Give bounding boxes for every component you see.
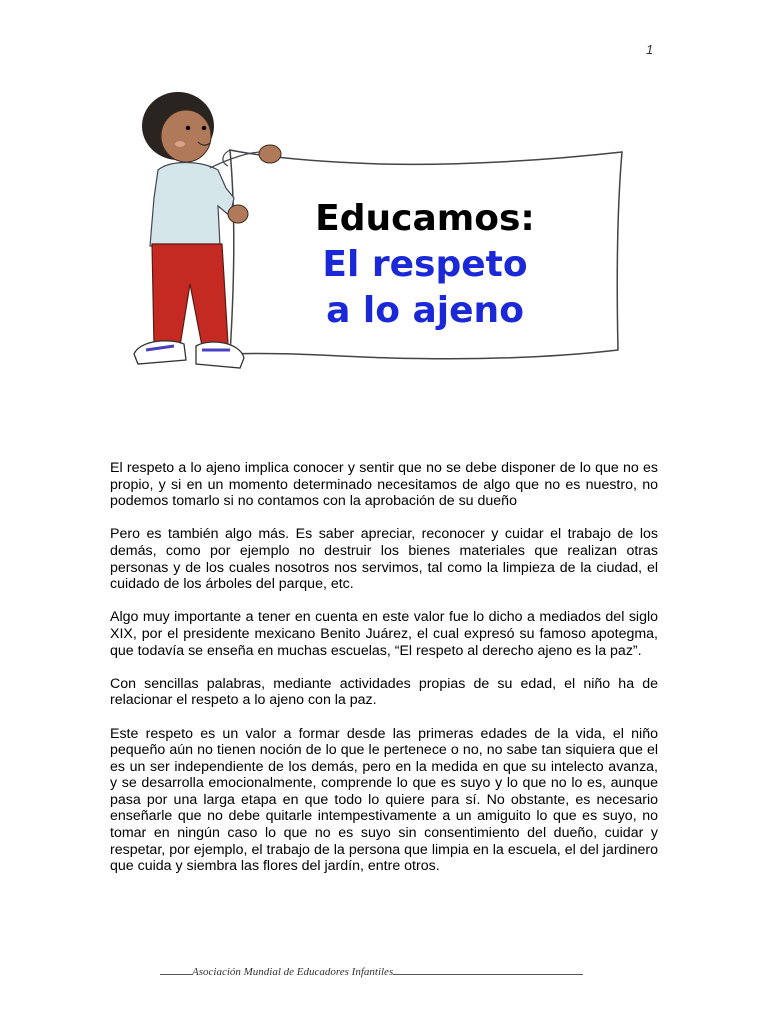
footer-text: Asociación Mundial de Educadores Infantiles (192, 966, 394, 978)
paragraph: Con sencillas palabras, mediante actividades propias de su edad, el niño ha de relacionar el respeto a lo ajeno con la paz. (110, 675, 658, 709)
banner-title (290, 196, 560, 334)
paragraph: Pero es también algo más. Es saber apreciar, reconocer y cuidar el trabajo de los demás, como por ejemplo no destruir los bienes materiales que realizan otras personas y de los cuales nosotros nos servimos, tal como la limpieza de la ciudad, el cuidado de los árboles del parque, etc. (110, 526, 658, 593)
banner-title-line-2: El respeto (322, 244, 528, 285)
banner-title-line-3: a lo ajeno (326, 290, 524, 331)
body-text (110, 460, 658, 891)
paragraph: Algo muy importante a tener en cuenta en este valor fue lo dicho a mediados del siglo XIX, por el presidente mexicano Benito Juárez, el cual expresó su famoso apotegma, que todavía se enseña en muchas escuelas, “El respeto al derecho ajeno es la paz”. (110, 609, 658, 659)
paragraph: El respeto a lo ajeno implica conocer y sentir que no se debe disponer de lo que no es propio, y si en un momento determinado necesitamos de algo que no es nuestro, no podemos tomarlo si no contamos con la aprobación de su dueño (110, 460, 658, 510)
footer-rule-left (160, 974, 192, 975)
footer-rule-right (393, 974, 583, 975)
page-footer (160, 966, 624, 978)
paragraph: Este respeto es un valor a formar desde las primeras edades de la vida, el niño pequeño aún no tienen noción de lo que le pertenece o no, no sabe tan siquiera que el es un ser independiente de los demás, pero en la medida en que su intelecto avanza, y se desarrolla emocionalmente, comprende lo que es suyo y lo que no lo es, aunque pasa por una larga etapa en que todo lo quiere para sí. No obstante, es necesario enseñarle que no debe quitarle intempestivamente a un amiguito lo que es suyo, no tomar en ningún caso lo que no es suyo sin consentimiento del dueño, cuidar y respetar, por ejemplo, el trabajo de la persona que limpia en la escuela, el del jardinero que cuida y siembra las flores del jardín, entre otros. (110, 725, 658, 875)
page-number: 1 (646, 42, 654, 57)
banner-title-line-1: Educamos: (315, 198, 535, 239)
